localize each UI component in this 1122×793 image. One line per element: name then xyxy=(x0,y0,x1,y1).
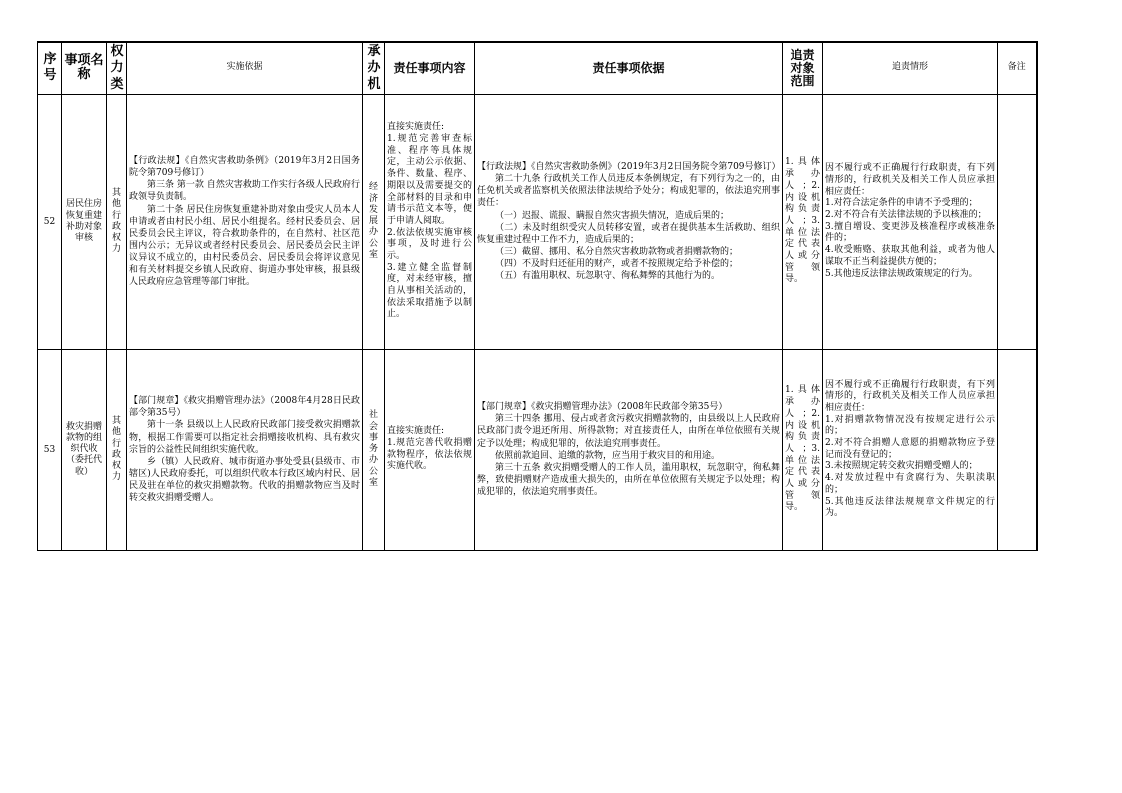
basis-line: 第十一条 县级以上人民政府民政部门接受救灾捐赠款物，根据工作需要可以指定社会捐赠接收机构、具有救灾宗旨的公益性民间组织实施代收。 xyxy=(129,420,360,455)
account-case-line: 5.其他违反法律法规政策规定的行为。 xyxy=(825,268,978,279)
account-cases-cell xyxy=(823,349,998,550)
resp-basis-line: （二）未及时组织受灾人员转移安置，或者在提供基本生活救助、组织恢复重建过程中工作不力，造成后果的； xyxy=(477,222,780,245)
resp-content-cell xyxy=(385,94,475,349)
header-resp-basis: 责任事项依据 xyxy=(475,42,783,94)
remarks-cell xyxy=(998,94,1037,349)
account-case-line: 5.其他违反法律法规规章文件规定的行为。 xyxy=(825,496,995,519)
power-type-cell: 其他行政权力 xyxy=(107,349,127,550)
resp-basis-line: 依照前款追回、追缴的款物，应当用于救灾目的和用途。 xyxy=(495,450,721,461)
account-case-line: 4.对发放过程中有贪腐行为、失职渎职的； xyxy=(825,473,995,495)
resp-basis-line: （四）不及时归还征用的财产，或者不按照规定给予补偿的； xyxy=(495,259,739,270)
item-name-cell: 救灾捐赠款物的组织代收（委托代收） xyxy=(62,349,107,550)
table-row xyxy=(38,349,1037,550)
account-cases-cell xyxy=(823,94,998,349)
resp-basis-line: 第三十四条 挪用、侵占或者贪污救灾捐赠款物的，由县级以上人民政府民政部门责令退还所用、所得款物；对直接责任人，由所在单位依照有关规定予以处理；构成犯罪的，依法追究刑事责任。 xyxy=(477,414,780,449)
basis-cell xyxy=(127,94,363,349)
resp-content-line: 直接实施责任: xyxy=(387,122,445,133)
resp-content-line: 直接实施责任: xyxy=(387,426,445,437)
header-resp-content: 责任事项内容 xyxy=(385,42,475,94)
resp-basis-cell xyxy=(475,349,783,550)
resp-content-line: 3.建立健全监督制度，对未经审核，擅自从事相关活动的，依法采取措施予以制止。 xyxy=(387,262,472,320)
dept-cell: 经济发展办公室 xyxy=(363,94,385,349)
table-row xyxy=(38,94,1037,349)
basis-line: 【行政法规】《自然灾害救助条例》（2019年3月2日国务院令第709号修订） xyxy=(129,155,360,179)
power-type-cell: 其他行政权力 xyxy=(107,94,127,349)
resp-basis-line: （一）迟报、谎报、瞒报自然灾害损失情况，造成后果的； xyxy=(495,210,730,221)
basis-line: 【部门规章】《救灾捐赠管理办法》（2008年4月28日民政部令第35号） xyxy=(129,396,360,419)
basis-line: 第二十条 居民住房恢复重建补助对象由受灾人员本人申请或者由村民小组、居民小组提名。经村民委员会、居民委员会民主评议，符合救助条件的，在自然村、社区范围内公示；无异议或者经村民委员会、居民委员会民主评议异议不成立的，由村民委员会、居民委员会将评议意见和有关材料提交乡镇人民政府、街道办事处审核，报县级人民政府应急管理等部门审批。 xyxy=(129,204,360,288)
account-case-line: 2.对不符合捐赠人意愿的捐赠款物应予登记而没有登记的； xyxy=(825,438,995,460)
resp-basis-line: 第三十五条 救灾捐赠受赠人的工作人员，滥用职权，玩忽职守，徇私舞弊，致使捐赠财产造成重大损失的，由所在单位依照有关规定予以处理；构成犯罪的，依法追究刑事责任。 xyxy=(477,462,780,498)
resp-basis-line: （三）截留、挪用、私分自然灾害救助款物或者捐赠款物的； xyxy=(495,247,739,258)
basis-line: 乡（镇）人民政府、城市街道办事处受县(县级市、市辖区)人民政府委托，可以组织代收本行政区域内村民、居民及驻在单位的救灾捐赠款物。代收的捐赠款物应当及时转交救灾捐赠受赠人。 xyxy=(129,456,360,504)
account-case-line: 2.对不符合有关法律法规的予以核准的； xyxy=(825,210,987,221)
resp-basis-line: 【行政法规】《自然灾害救助条例》（2019年3月2日国务院令第709号修订） xyxy=(477,162,781,173)
header-account-cases: 追责情形 xyxy=(823,42,998,94)
header-remarks: 备注 xyxy=(998,42,1037,94)
resp-basis-line: （五）有滥用职权、玩忽职守、徇私舞弊的其他行为的。 xyxy=(495,271,721,282)
remarks-cell xyxy=(998,349,1037,550)
resp-content-line: 1.规范完善代收捐赠款物程序，依法依规实施代收。 xyxy=(387,438,472,472)
account-case-line: 1.对捐赠款物情况没有按规定进行公示的； xyxy=(825,414,995,437)
resp-basis-cell xyxy=(475,94,783,349)
seq-cell: 53 xyxy=(38,349,62,550)
seq-cell: 52 xyxy=(38,94,62,349)
account-case-line: 4.收受贿赂、获取其他利益，或者为他人谋取不正当利益提供方便的； xyxy=(825,245,995,267)
account-case-line: 因不履行或不正确履行行政职责，有下列情形的，行政机关及相关工作人员应承担相应责任： xyxy=(825,379,995,413)
account-case-line: 3.擅自增设、变更涉及核准程序或核准条件的； xyxy=(825,221,995,244)
header-row xyxy=(38,42,1037,94)
header-basis: 实施依据 xyxy=(127,42,363,94)
item-name-cell: 居民住房恢复重建补助对象审核 xyxy=(62,94,107,349)
header-power-type: 权力类 xyxy=(107,42,127,94)
header-item-name: 事项名称 xyxy=(62,42,107,94)
basis-cell xyxy=(127,349,363,550)
account-case-line: 因不履行或不正确履行行政职责，有下列情形的，行政机关及相关工作人员应承担相应责任： xyxy=(825,163,995,197)
resp-basis-line: 【部门规章】《救灾捐赠管理办法》（2008年民政部令第35号） xyxy=(477,402,728,413)
resp-content-cell xyxy=(385,349,475,550)
accountability-table xyxy=(37,41,1038,551)
basis-line: 第三条 第一款 自然灾害救助工作实行各级人民政府行政领导负责制。 xyxy=(129,180,360,203)
resp-content-line: 1.规范完善审查标准、程序等具体规定，主动公示依据、条件、数量、程序、期限以及需要提交的全部材料的目录和申请书示范文本等，便于申请人阅取。 xyxy=(387,134,472,226)
account-case-line: 1.对符合法定条件的申请不予受理的； xyxy=(825,198,978,209)
account-scope-cell: 1.具体承办人；2.内设机构负责人；3.单位法定代表人或分管领导。 xyxy=(783,94,823,349)
resp-basis-line: 第二十九条 行政机关工作人员违反本条例规定，有下列行为之一的，由任免机关或者监察机关依照法律法规给予处分；构成犯罪的，依法追究刑事责任： xyxy=(477,174,780,209)
account-scope-cell: 1.具体承办人；2.内设机构负责人；3.单位法定代表人或分管领导。 xyxy=(783,349,823,550)
header-dept: 承办机 xyxy=(363,42,385,94)
dept-cell: 社会事务办公室 xyxy=(363,349,385,550)
header-account-scope: 追责对象范围 xyxy=(783,42,823,94)
resp-content-line: 2.依法依规实施审核事项，及时进行公示。 xyxy=(387,227,472,261)
header-seq: 序号 xyxy=(38,42,62,94)
account-case-line: 3.未按照规定转交救灾捐赠受赠人的； xyxy=(825,461,978,472)
